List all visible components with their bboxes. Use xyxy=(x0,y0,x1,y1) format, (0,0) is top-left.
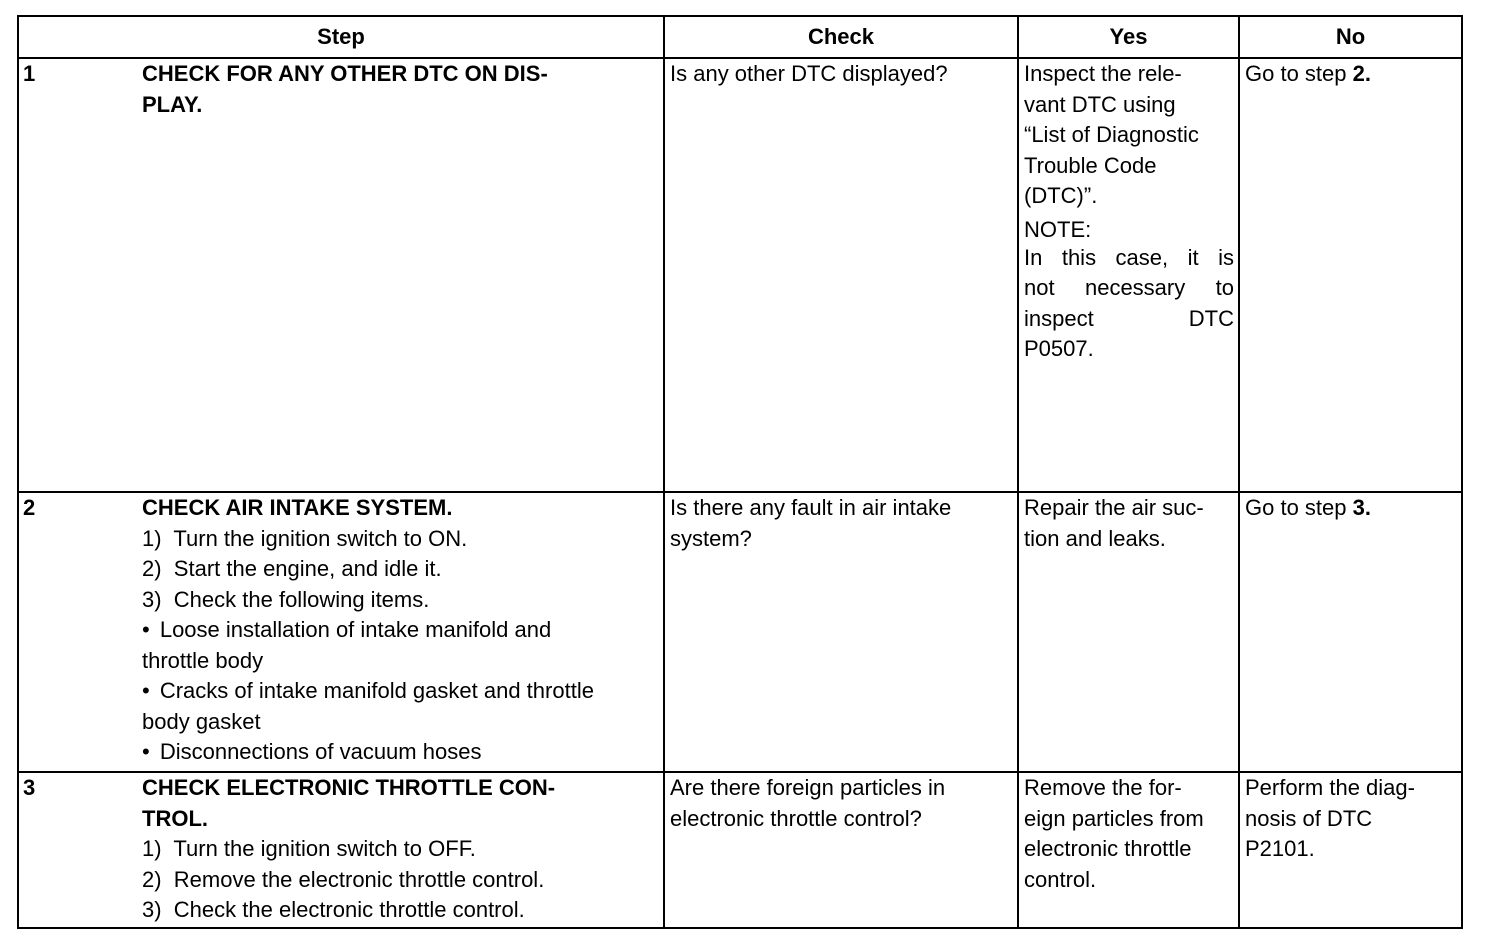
bullet-item-continuation: throttle body xyxy=(142,647,264,673)
yes-cell: Repair the air suc- tion and leaks. xyxy=(1018,492,1239,772)
table-row xyxy=(18,58,1462,492)
header-step: Step xyxy=(18,16,664,58)
table-row xyxy=(18,492,1462,772)
header-no: No xyxy=(1239,16,1462,58)
bullet-item: • Disconnections of vacuum hoses xyxy=(142,739,482,764)
table-header-row xyxy=(18,16,1462,58)
step-cell xyxy=(18,492,664,772)
no-cell: Go to step 3. xyxy=(1239,492,1462,772)
procedure-item: 1) Turn the ignition switch to ON. xyxy=(142,525,468,551)
check-cell: Is any other DTC displayed? xyxy=(664,58,1018,492)
go-to-step-link: 3. xyxy=(1352,495,1371,520)
procedure-item: 3) Check the electronic throttle control. xyxy=(142,897,525,922)
bullet-item-continuation: body gasket xyxy=(142,708,261,734)
step-number: 2 xyxy=(23,495,36,520)
bullet-item: • Loose installation of intake manifold and xyxy=(142,617,552,642)
note-label: NOTE: xyxy=(1024,216,1092,242)
step-title: CHECK FOR ANY OTHER DTC ON DIS- PLAY. xyxy=(142,61,548,117)
table-row xyxy=(18,772,1462,928)
step-title: CHECK ELECTRONIC THROTTLE CON- TROL. xyxy=(142,775,556,831)
procedure-item: 3) Check the following items. xyxy=(142,586,430,612)
step-cell xyxy=(18,772,664,928)
step-number: 1 xyxy=(23,61,36,86)
procedure-item: 1) Turn the ignition switch to OFF. xyxy=(142,836,476,861)
header-yes: Yes xyxy=(1018,16,1239,58)
procedure-item: 2) Remove the electronic throttle control. xyxy=(142,866,545,892)
no-cell: Go to step 2. xyxy=(1239,58,1462,492)
bullet-item: • Cracks of intake manifold gasket and throttle xyxy=(142,678,594,703)
procedure-item: 2) Start the engine, and idle it. xyxy=(142,556,442,581)
header-check: Check xyxy=(664,16,1018,58)
yes-cell: Inspect the rele- vant DTC using “List of Diagnostic Trouble Code (DTC)”. NOTE: In this case, it is not necessary to inspect DTC P0507. xyxy=(1018,58,1239,492)
step-title: CHECK AIR INTAKE SYSTEM. xyxy=(142,495,453,520)
step-number: 3 xyxy=(23,775,36,800)
check-cell: Are there foreign particles in electronic throttle control? xyxy=(664,772,1018,928)
go-to-step-link: 2. xyxy=(1352,61,1371,86)
diagnostic-procedure-table xyxy=(17,15,1463,929)
yes-cell: Remove the for- eign particles from electronic throttle control. xyxy=(1018,772,1239,928)
check-cell: Is there any fault in air intake system? xyxy=(664,492,1018,772)
no-cell: Perform the diag- nosis of DTC P2101. xyxy=(1239,772,1462,928)
step-cell xyxy=(18,58,664,492)
